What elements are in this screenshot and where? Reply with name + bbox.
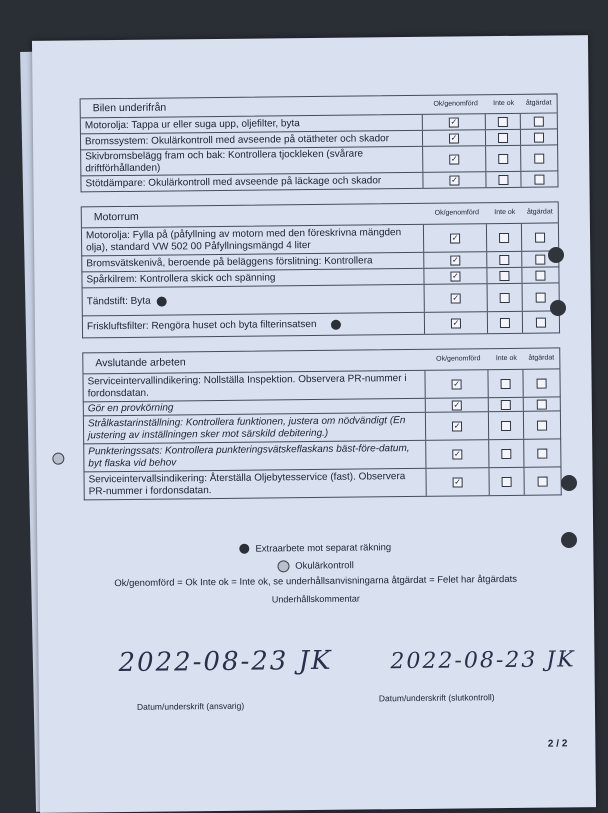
ok-checkbox[interactable]: ✓ xyxy=(450,116,458,127)
signature-label-right: Datum/underskrift (slutkontroll) xyxy=(378,692,495,704)
inte-ok-checkbox[interactable] xyxy=(502,476,512,486)
col-ok-header: Ok/genomförd xyxy=(436,355,481,363)
inte-ok-checkbox[interactable] xyxy=(499,254,509,264)
inte-ok-checkbox[interactable] xyxy=(500,292,510,302)
row-text: Skivbromsbelägg fram och bak: Kontrollera tjockleken (svårare driftförhållanden) xyxy=(85,147,364,174)
inte-ok-checkbox[interactable] xyxy=(498,174,508,184)
col-inte-header: Inte ok xyxy=(495,354,517,363)
row-text: Spårkilrem: Kontrollera skick och spänning xyxy=(86,271,276,285)
ok-checkbox[interactable]: ✓ xyxy=(452,317,460,328)
atgardat-checkbox[interactable] xyxy=(534,132,544,142)
ok-checkbox[interactable]: ✓ xyxy=(453,378,460,389)
col-inte-header: Inte ok xyxy=(494,208,516,217)
checklist-row xyxy=(82,311,560,338)
checklist-row xyxy=(83,467,561,500)
extra-work-dot-icon xyxy=(239,544,249,554)
row-text: Stötdämpare: Okulärkontroll med avseende på läckage och skador xyxy=(85,174,382,189)
row-text: Friskluftsfilter: Rengöra huset och byta filterinsatsen xyxy=(86,318,317,332)
section-title: Avslutande arbeten xyxy=(95,356,186,370)
extra-work-dot-icon xyxy=(157,296,167,306)
ok-checkbox[interactable]: ✓ xyxy=(454,476,462,487)
atgardat-checkbox[interactable] xyxy=(536,317,546,327)
inte-ok-checkbox[interactable] xyxy=(501,378,511,388)
row-text: Bromsvätskenivå, beroende på beläggens förslitning: Kontrollera xyxy=(86,254,373,269)
inte-ok-checkbox[interactable] xyxy=(500,317,510,327)
inte-ok-checkbox[interactable] xyxy=(498,116,508,126)
atgardat-checkbox[interactable] xyxy=(537,420,547,430)
ok-checkbox[interactable]: ✓ xyxy=(451,254,459,265)
inte-ok-checkbox[interactable] xyxy=(498,132,508,142)
visual-check-icon xyxy=(52,452,64,464)
signature-label-left: Datum/underskrift (ansvarig) xyxy=(136,700,245,712)
punch-hole xyxy=(550,300,566,316)
col-ok-header: Ok/genomförd xyxy=(434,209,480,217)
atgardat-checkbox[interactable] xyxy=(537,378,547,388)
legend-explanation: Ok/genomförd = Ok Inte ok = Inte ok, se underhållsanvisningarna åtgärdat = Felet har åtgärdats xyxy=(114,573,518,590)
punch-hole xyxy=(561,475,577,491)
col-inte-header: Inte ok xyxy=(493,99,515,108)
row-text: Serviceintervallindikering: Nollställa Inspektion. Observera PR-nummer i fordonsdatan. xyxy=(87,372,407,399)
ok-checkbox[interactable]: ✓ xyxy=(450,153,458,164)
handwritten-signature-right: 2022-08-23 JK xyxy=(390,647,576,675)
atgardat-checkbox[interactable] xyxy=(536,292,546,302)
ok-checkbox[interactable]: ✓ xyxy=(453,399,461,410)
extra-work-dot-icon xyxy=(330,319,340,329)
inte-ok-checkbox[interactable] xyxy=(501,420,511,430)
ok-checkbox[interactable]: ✓ xyxy=(451,174,458,185)
atgardat-checkbox[interactable] xyxy=(538,476,548,486)
row-text: Serviceintervallsindikering: Återställa Oljebytesservice (fast). Observera PR-nummer i fordonsdatan. xyxy=(88,470,406,497)
visual-check-icon xyxy=(277,560,289,572)
col-atg-header: åtgärdat xyxy=(525,99,552,107)
atgardat-checkbox[interactable] xyxy=(535,232,545,242)
punch-hole xyxy=(561,532,577,548)
atgardat-checkbox[interactable] xyxy=(534,174,544,184)
legend-visual-check xyxy=(37,557,593,575)
page-number: 2 / 2 xyxy=(547,738,568,750)
section-title: Bilen underifrån xyxy=(92,101,167,115)
atgardat-checkbox[interactable] xyxy=(534,153,544,163)
col-atg-header: åtgärdat xyxy=(528,354,555,362)
col-atg-header: åtgärdat xyxy=(526,208,553,216)
section-final-work xyxy=(82,347,562,500)
handwritten-signature-left: 2022-08-23 JK xyxy=(118,645,333,679)
service-protocol-page xyxy=(32,35,596,813)
ok-checkbox[interactable]: ✓ xyxy=(453,448,461,459)
inte-ok-checkbox[interactable] xyxy=(501,448,511,458)
ok-checkbox[interactable]: ✓ xyxy=(452,270,459,281)
ok-checkbox[interactable]: ✓ xyxy=(452,292,460,303)
inte-ok-checkbox[interactable] xyxy=(499,232,509,242)
inte-ok-checkbox[interactable] xyxy=(501,399,511,409)
row-text: Strålkastarinställning: Kontrollera funktionen, justera om nödvändigt (En justering av inställningen sker mot särskild debitering.) xyxy=(87,414,406,441)
ok-checkbox[interactable]: ✓ xyxy=(453,420,461,431)
comment-heading: Underhållskommentar xyxy=(271,593,360,605)
section-underbody xyxy=(80,93,559,192)
atgardat-checkbox[interactable] xyxy=(535,270,545,280)
row-text: Motorolja: Tappa ur eller suga upp, oljefilter, byta xyxy=(84,117,300,131)
inte-ok-checkbox[interactable] xyxy=(499,270,509,280)
row-text: Tändstift: Byta xyxy=(86,295,151,307)
punch-hole xyxy=(548,247,564,263)
atgardat-checkbox[interactable] xyxy=(534,116,544,126)
ok-checkbox[interactable]: ✓ xyxy=(451,232,459,243)
section-title: Motorrum xyxy=(93,210,139,224)
legend-extra-text: Extraarbete mot separat räkning xyxy=(255,542,392,555)
row-text: Motorolja: Fylla på (påfyllning av motorn med den föreskrivna mängden olja), standard VW 502 00 Påfyllningsmängd 4 liter xyxy=(85,226,402,253)
row-text: Gör en provkörning xyxy=(87,401,174,414)
row-text: Punkteringssats: Kontrollera punkteringsvätskeflaskans bäst-före-datum, byt flaska vid behov xyxy=(88,442,410,469)
col-ok-header: Ok/genomförd xyxy=(433,100,478,108)
row-text: Bromssystem: Okulärkontroll med avseende på otätheter och skador xyxy=(84,132,390,147)
atgardat-checkbox[interactable] xyxy=(537,448,547,458)
section-engine-bay xyxy=(81,201,560,338)
ok-checkbox[interactable]: ✓ xyxy=(450,132,458,143)
inte-ok-checkbox[interactable] xyxy=(498,153,508,163)
legend-extra-work xyxy=(37,540,593,557)
atgardat-checkbox[interactable] xyxy=(537,399,547,409)
legend-visual-text: Okulärkontroll xyxy=(295,560,354,572)
atgardat-checkbox[interactable] xyxy=(535,254,545,264)
